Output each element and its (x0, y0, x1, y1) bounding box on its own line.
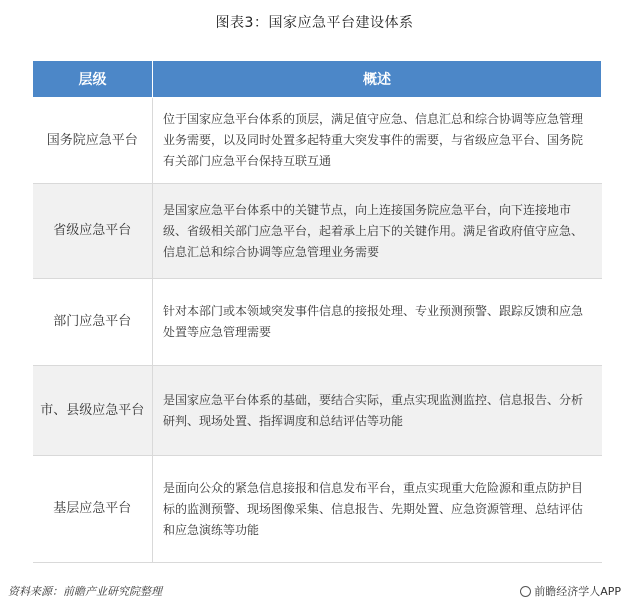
row-level: 省级应急平台 (33, 184, 153, 279)
row-desc: 针对本部门或本领域突发事件信息的接报处理、专业预测预警、跟踪反馈和应急处置等应急管理需要 (153, 279, 602, 366)
row-desc: 是国家应急平台体系的基础，要结合实际，重点实现监测监控、信息报告、分析研判、现场处置、指挥调度和总结评估等功能 (153, 366, 602, 456)
header-level: 层级 (33, 61, 153, 98)
brand-name: 前瞻经济学人APP (534, 585, 621, 598)
table-row (33, 184, 602, 279)
table-row (33, 98, 602, 184)
platform-table (32, 60, 602, 563)
table-row (33, 279, 602, 366)
brand-credit (520, 583, 621, 599)
brand-logo-icon (520, 586, 531, 597)
row-level: 市、县级应急平台 (33, 366, 153, 456)
row-desc: 是国家应急平台体系中的关键节点，向上连接国务院应急平台，向下连接地市级、省级相关部门应急平台，起着承上启下的关键作用。满足省政府值守应急、信息汇总和综合协调等应急管理业务需要 (153, 184, 602, 279)
table-header-row (33, 61, 602, 98)
row-desc: 位于国家应急平台体系的顶层，满足值守应急、信息汇总和综合协调等应急管理业务需要，以及同时处置多起特重大突发事件的需要，与省级应急平台、国务院有关部门应急平台保持互联互通 (153, 98, 602, 184)
row-level: 基层应急平台 (33, 456, 153, 563)
row-level: 国务院应急平台 (33, 98, 153, 184)
figure-title: 图表3：国家应急平台建设体系 (215, 15, 414, 31)
header-overview: 概述 (153, 61, 602, 98)
table-row (33, 366, 602, 456)
row-level: 部门应急平台 (33, 279, 153, 366)
table-row (33, 456, 602, 563)
source-note: 资料来源：前瞻产业研究院整理 (8, 585, 162, 598)
row-desc: 是面向公众的紧急信息接报和信息发布平台，重点实现重大危险源和重点防护目标的监测预警、现场图像采集、信息报告、先期处置、应急资源管理、总结评估和应急演练等功能 (153, 456, 602, 563)
